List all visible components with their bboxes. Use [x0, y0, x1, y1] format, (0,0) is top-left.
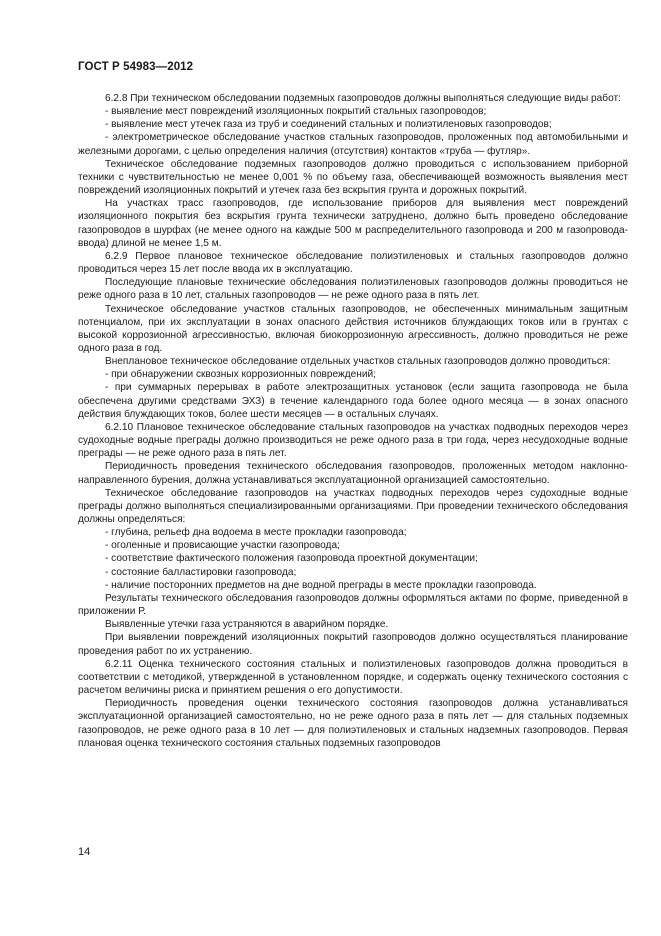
- paragraph: Периодичность проведения оценки технического состояния газопроводов должна устанавливаться эксплуатационной организацией самостоятельно, но не реже одного раза в пять лет — для стальных подземных газопроводов, не реже одного раза в 10 лет — для полиэтиленовых и стальных надземных газопроводов. Первая плановая оценка технического состояния стальных подземных газопроводов: [78, 698, 628, 749]
- list-item: - оголенные и провисающие участки газопровода;: [105, 540, 340, 552]
- paragraph: Техническое обследование газопроводов на участках подводных переходов через судоходные водные преграды должно выполняться специализированными организациями. При проведении технического обследования должны определяться:: [78, 487, 628, 525]
- section-6-2-9: 6.2.9 Первое плановое техническое обследование полиэтиленовых и стальных газопроводов должно проводиться через 15 лет после ввода их в эксплуатацию.: [78, 250, 628, 276]
- paragraph: На участках трасс газопроводов, где использование приборов для выявления мест повреждений изоляционного покрытия без вскрытия грунта технически затруднено, должно быть проведено обследование газопроводов в шурфах (не менее одного на каждые 500 м распределительного газопровода и 200 м газопровода-ввода) длиной не менее 1,5 м.: [78, 198, 628, 249]
- page-number: 14: [78, 846, 91, 858]
- list-item: - при обнаружении сквозных коррозионных повреждений;: [105, 369, 376, 381]
- paragraph: Выявленные утечки газа устраняются в аварийном порядке.: [105, 619, 389, 631]
- paragraph: При выявлении повреждений изоляционных покрытий газопроводов должно осуществляться планирование проведения работ по их устранению.: [78, 632, 628, 657]
- list-item: - при суммарных перерывах в работе электрозащитных установок (если защита газопровода не была обеспечена другими средствами ЭХЗ) в течение календарного года более одного месяца — в зонах опасного действия блуждающих токов, более шести месяцев — в остальных случаях.: [78, 382, 628, 420]
- paragraph: Техническое обследование подземных газопроводов должно проводиться с использованием приборной техники с чувствительностью не менее 0,001 % по объему газа, обеспечивающей возможность выявления мест повреждений изоляционных покрытий и утечек газа без вскрытия грунта и дорожных покрытий.: [78, 158, 628, 197]
- list-item: - выявление мест повреждений изоляционных покрытий стальных газопроводов;: [105, 106, 487, 118]
- list-item: - наличие посторонних предметов на дне водной преграды в месте прокладки газопровода.: [105, 579, 537, 591]
- paragraph: Периодичность проведения технического обследования газопроводов, проложенных методом наклонно-направленного бурения, должна устанавливаться эксплуатационной организацией самостоятельно.: [78, 461, 628, 486]
- paragraph: Последующие плановые технические обследования полиэтиленовых газопроводов должны проводиться не реже одного раза в 10 лет, стальных газопроводов — не реже одного раза в пять лет.: [78, 277, 628, 302]
- document-body: [78, 92, 628, 750]
- list-item: - соответствие фактического положения газопровода проектной документации;: [105, 553, 478, 565]
- list-item: - глубина, рельеф дна водоема в месте прокладки газопровода;: [105, 527, 407, 539]
- paragraph: Результаты технического обследования газопроводов должны оформляться актами по форме, приведенной в приложении Р.: [78, 592, 628, 618]
- list-item: - выявление мест утечек газа из труб и соединений стальных и полиэтиленовых газопроводов;: [105, 119, 552, 131]
- document-header: ГОСТ Р 54983—2012: [78, 61, 194, 73]
- section-6-2-8: 6.2.8 При техническом обследовании подземных газопроводов должны выполняться следующие виды работ:: [105, 93, 621, 104]
- list-item: - электрометрическое обследование участков стальных газопроводов, проложенных под автомобильными и железными дорогами, с целью определения наличия (отсутствия) контактов «труба — футляр».: [78, 132, 628, 157]
- section-6-2-10: 6.2.10 Плановое техническое обследование стальных газопроводов на участках подводных переходов через судоходные водные преграды должно производиться не реже одного раза в три года, через несудоходные водные преграды — не реже одного раза в пять лет.: [78, 421, 628, 460]
- section-6-2-11: 6.2.11 Оценка технического состояния стальных и полиэтиленовых газопроводов должна проводиться в соответствии с методикой, утвержденной в установленном порядке, и содержать оценку технического состояния с расчетом величины риска и принятием решения о его допустимости.: [78, 658, 628, 697]
- paragraph: Внеплановое техническое обследование отдельных участков стальных газопроводов должно проводиться:: [105, 356, 611, 368]
- paragraph: Техническое обследование участков стальных газопроводов, не обеспеченных минимальным защитным потенциалом, при их эксплуатации в зонах опасного действия источников блуждающих токов или в грунтах с высокой коррозионной агрессивностью, включая биокоррозионную агрессивность, должно проводиться не реже одного раза в год.: [78, 303, 628, 354]
- list-item: - состояние балластировки газопровода;: [105, 566, 297, 578]
